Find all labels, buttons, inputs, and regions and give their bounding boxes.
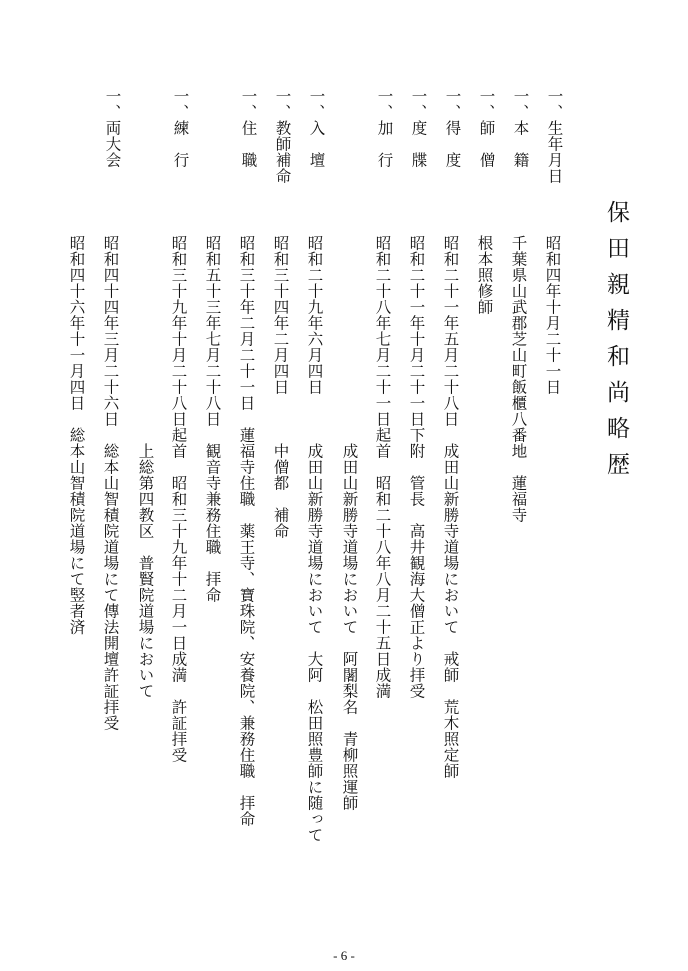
value-teacher-appointment-1: 昭和三十四年二月四日 <box>271 235 290 395</box>
label-kegyo: 一、加 行 <box>375 88 394 168</box>
value-rengyo-2: 上総第四教区 普賢院道場において <box>136 443 155 699</box>
value-domicile: 千葉県山武郡芝山町飯櫃八番地 蓮福寺 <box>509 235 528 523</box>
value-kegyo-1: 昭和二十八年七月二十一日起首 昭和二十八年八月二十五日成満 <box>373 235 392 699</box>
value-rengyo-1: 昭和三十九年十月二十八日起首 昭和三十九年十二月一日成満 許証拝受 <box>169 235 188 763</box>
value-teacher-appointment-2: 中僧都 補命 <box>271 443 290 539</box>
value-birthdate: 昭和四年十月二十一日 <box>543 235 562 395</box>
value-master-monk: 根本照修師 <box>475 235 494 315</box>
label-ordination: 一、得 度 <box>443 88 462 168</box>
value-ordination: 昭和二十一年五月二十八日 成田山新勝寺道場において 戒師 荒木照定師 <box>441 235 460 779</box>
label-ryodaie: 一、両大会 <box>103 88 122 168</box>
page-number: - 6 - <box>333 948 355 963</box>
value-chief-priest-1: 昭和三十年二月二十一日 蓮福寺住職 薬王寺、寶珠院、安養院、兼務住職 拝命 <box>237 235 256 827</box>
label-birthdate: 一、生年月日 <box>545 88 564 184</box>
label-chief-priest: 一、住 職 <box>239 88 258 168</box>
value-kegyo-2: 成田山新勝寺道場において 阿闍梨名 青柳照運師 <box>340 443 359 811</box>
value-nyudan-2: 成田山新勝寺道場において 大阿 松田照豊師に随って <box>305 443 324 843</box>
label-rengyo: 一、練 行 <box>171 88 190 168</box>
value-ryodaie-2: 昭和四十六年十一月四日 総本山智積院道場にて竪者済 <box>67 235 86 635</box>
label-nyudan: 一、入 壇 <box>307 88 326 168</box>
label-certificate: 一、度 牒 <box>409 88 428 168</box>
value-ryodaie-1: 昭和四十四年三月二十六日 総本山智積院道場にて傳法開壇許証拝受 <box>101 235 120 731</box>
value-certificate: 昭和二十一年十月二十一日下附 管長 高井観海大僧正より拝受 <box>407 235 426 699</box>
label-domicile: 一、本 籍 <box>511 88 530 168</box>
page-title: 保田親精和尚略歴 <box>603 200 629 488</box>
value-nyudan-1: 昭和二十九年六月四日 <box>305 235 324 395</box>
value-chief-priest-2: 昭和五十三年七月二十八日 観音寺兼務住職 拝命 <box>203 235 222 603</box>
label-teacher-appointment: 一、教師補命 <box>273 88 292 184</box>
label-master-monk: 一、師 僧 <box>477 88 496 168</box>
